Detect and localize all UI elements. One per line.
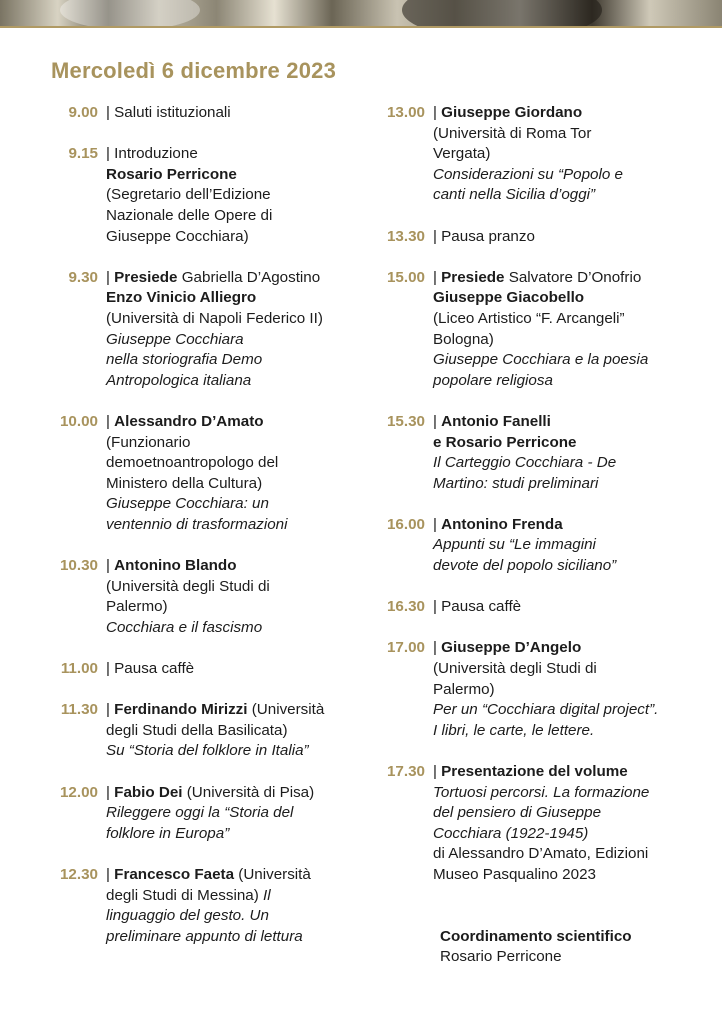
program-entry: 13.00 | Giuseppe Giordano (Università di Roma Tor Vergata) Considerazioni su “Popolo e canti nella Sicilia d’oggi” xyxy=(386,104,623,204)
speaker-affiliation: (Funzionario xyxy=(106,433,191,451)
talk-title: Antropologica italiana xyxy=(106,371,252,389)
entry-time: 15.00 xyxy=(386,268,425,286)
speaker-name: Giuseppe Giacobello xyxy=(433,289,585,307)
speaker-affiliation: degli Studi della Basilicata) xyxy=(106,721,288,739)
entry-time: 13.30 xyxy=(386,227,425,245)
chair-name: Salvatore D’Onofrio xyxy=(508,268,642,286)
entry-time: 17.30 xyxy=(386,763,425,780)
program-entry: 15.30 | Antonio Fanelli e Rosario Perricone Il Carteggio Cocchiara - De Martino: studi preliminari xyxy=(386,412,617,492)
talk-title: Martino: studi preliminari xyxy=(433,474,599,492)
speaker-name: Antonio Fanelli xyxy=(441,412,551,430)
talk-title: Cocchiara e il fascismo xyxy=(106,618,263,636)
talk-title: linguaggio del gesto. Un xyxy=(106,907,269,925)
program-entry: 12.00 | Fabio Dei (Università di Pisa) Rileggere oggi la “Storia del folklore in Europa” xyxy=(59,783,315,842)
speaker-affiliation: (Università di Roma Tor xyxy=(433,124,592,142)
speaker-name: Antonino Blando xyxy=(114,557,237,575)
speaker-name: Enzo Vinicio Alliegro xyxy=(106,289,257,307)
program-entry: 17.00 | Giuseppe D’Angelo (Università degli Studi di Palermo) Per un “Cocchiara digital project”. I libri, le carte, le lettere. xyxy=(386,639,659,739)
entry-time: 15.30 xyxy=(386,412,425,430)
entry-text: Saluti istituzionali xyxy=(114,104,231,121)
speaker-affiliation: (Segretario dell’Edizione xyxy=(106,186,271,204)
talk-title: nella storiografia Demo xyxy=(106,351,263,369)
speaker-affiliation: (Università di Pisa) xyxy=(182,783,315,801)
talk-title: Cocchiara (1922-1945) xyxy=(433,824,589,842)
talk-title: Il xyxy=(263,886,271,904)
entry-time: 16.30 xyxy=(386,598,425,616)
talk-title: popolare religiosa xyxy=(433,371,553,389)
program-entry: 9.15 | Introduzione Rosario Perricone (Segretario dell’Edizione Nazionale delle Opere di Giuseppe Cocchiara) xyxy=(68,145,273,245)
entry-text: Pausa caffè xyxy=(114,660,195,678)
talk-title: Appunti su “Le immagini xyxy=(433,536,596,554)
program-entry: 16.00 | Antonino Frenda Appunti su “Le immagini devote del popolo siciliano” xyxy=(386,515,617,575)
speaker-name: Alessandro D’Amato xyxy=(114,412,264,430)
program-right-column xyxy=(364,103,694,968)
entry-time: 11.00 xyxy=(60,660,98,678)
program-entry: 17.30 | Presentazione del volume Tortuosi percorsi. La formazione del pensiero di Giuseppe Cocchiara (1922-1945) di Alessandro D’Amato, Edizioni Museo Pasqualino 2023 xyxy=(386,763,650,883)
scientific-coordination xyxy=(440,927,694,968)
talk-title: folklore in Europa” xyxy=(106,824,230,842)
talk-title: Tortuosi percorsi. La formazione xyxy=(433,783,650,801)
header-divider xyxy=(0,26,722,32)
talk-title: preliminare appunto di lettura xyxy=(106,927,303,945)
speaker-affiliation: demoetnoantropologo del xyxy=(106,454,279,472)
talk-title: Per un “Cocchiara digital project”. xyxy=(433,701,659,719)
entry-text: Pausa pranzo xyxy=(441,227,535,245)
speaker-name: Giuseppe Giordano xyxy=(441,104,583,121)
page-title: Mercoledì 6 dicembre 2023 xyxy=(51,58,337,83)
talk-title: del pensiero di Giuseppe xyxy=(433,804,602,822)
talk-title: devote del popolo siciliano” xyxy=(433,557,617,575)
speaker-name: Francesco Faeta xyxy=(114,865,235,883)
speaker-affiliation: (Università degli Studi di xyxy=(433,660,597,678)
entry-time: 9.30 xyxy=(68,268,98,286)
chair-name: Gabriella D’Agostino xyxy=(181,268,321,286)
program-entry: 16.30 | Pausa caffè xyxy=(386,598,522,616)
talk-title: Rileggere oggi la “Storia del xyxy=(106,804,294,822)
speaker-affiliation: Vergata) xyxy=(433,145,491,163)
entry-time: 9.00 xyxy=(68,104,98,121)
entry-text: Pausa caffè xyxy=(441,598,522,616)
entry-time: 12.30 xyxy=(59,865,98,883)
speaker-affiliation: Giuseppe Cocchiara) xyxy=(106,227,249,245)
program-entry: 15.00 | Presiede Salvatore D’Onofrio Giuseppe Giacobello (Liceo Artistico “F. Arcangeli” Bologna) Giuseppe Cocchiara e la poesia popolare religiosa xyxy=(386,268,649,389)
talk-title: I libri, le carte, le lettere. xyxy=(433,721,595,739)
speaker-affiliation: (Università degli Studi di xyxy=(106,577,270,595)
entry-time: 10.30 xyxy=(59,557,98,575)
speaker-affiliation: degli Studi di Messina) xyxy=(106,886,264,904)
speaker-affiliation: (Università di Napoli Federico II) xyxy=(106,309,323,327)
entry-time: 10.00 xyxy=(59,412,98,430)
program-entry: 10.30 | Antonino Blando (Università degli Studi di Palermo) Cocchiara e il fascismo xyxy=(59,557,270,636)
program-left-column xyxy=(40,103,360,947)
speaker-affiliation: Nazionale delle Opere di xyxy=(106,206,273,224)
entry-time: 12.00 xyxy=(59,783,98,801)
program-entry: 13.30 | Pausa pranzo xyxy=(386,227,535,245)
coordination-title: Coordinamento scientifico xyxy=(440,927,632,945)
speaker-name: Giuseppe D’Angelo xyxy=(441,639,582,657)
program-entry: 9.00 | Saluti istituzionali xyxy=(68,104,231,121)
speaker-affiliation: Palermo) xyxy=(433,680,495,698)
talk-title: Giuseppe Cocchiara: un xyxy=(106,495,269,513)
talk-title: canti nella Sicilia d’oggi” xyxy=(433,186,596,204)
chair-role: Presiede xyxy=(114,268,178,286)
entry-text: Introduzione xyxy=(114,145,198,163)
program-entry: 10.00 | Alessandro D’Amato (Funzionario demoetnoantropologo del Ministero della Cultura) Giuseppe Cocchiara: un ventennio di trasformazioni xyxy=(59,412,288,533)
entry-time: 13.00 xyxy=(386,104,425,121)
entry-time: 9.15 xyxy=(68,145,98,163)
program-entry: 12.30 | Francesco Faeta (Università degli Studi di Messina) Il linguaggio del gesto. Un preliminare appunto di lettura xyxy=(59,865,311,945)
talk-title: ventennio di trasformazioni xyxy=(106,515,288,533)
coordination-name: Rosario Perricone xyxy=(440,948,562,966)
talk-title: Il Carteggio Cocchiara - De xyxy=(433,454,617,472)
speaker-name: Fabio Dei xyxy=(114,783,183,801)
entry-time: 17.00 xyxy=(386,639,425,657)
speaker-affiliation: Palermo) xyxy=(106,598,168,616)
book-publisher: Museo Pasqualino 2023 xyxy=(433,865,596,883)
speaker-affiliation: (Liceo Artistico “F. Arcangeli” xyxy=(433,309,625,327)
talk-title: Giuseppe Cocchiara e la poesia xyxy=(433,351,649,369)
speaker-name: e Rosario Perricone xyxy=(433,433,577,451)
speaker-name: Rosario Perricone xyxy=(106,165,237,183)
speaker-affiliation: Bologna) xyxy=(433,330,494,348)
entry-time: 11.30 xyxy=(60,701,98,719)
program-entry: 11.00 | Pausa caffè xyxy=(60,660,195,678)
talk-title: Su “Storia del folklore in Italia” xyxy=(106,742,309,760)
talk-title: Giuseppe Cocchiara xyxy=(106,330,244,348)
program-entry: 11.30 | Ferdinando Mirizzi (Università degli Studi della Basilicata) Su “Storia del folklore in Italia” xyxy=(60,701,325,760)
speaker-affiliation: (Università xyxy=(247,701,325,719)
chair-role: Presiede xyxy=(441,268,505,286)
program-entry: 9.30 | Presiede Gabriella D’Agostino Enzo Vinicio Alliegro (Università di Napoli Federico II) Giuseppe Cocchiara nella storiografia Demo Antropologica italiana xyxy=(68,268,323,389)
speaker-name: Antonino Frenda xyxy=(441,515,563,533)
speaker-name: Ferdinando Mirizzi xyxy=(114,701,248,719)
talk-title: Considerazioni su “Popolo e xyxy=(433,165,623,183)
speaker-name: Presentazione del volume xyxy=(441,763,628,780)
speaker-affiliation: Ministero della Cultura) xyxy=(106,474,263,492)
book-publisher: di Alessandro D’Amato, Edizioni xyxy=(433,845,649,863)
entry-time: 16.00 xyxy=(386,515,425,533)
speaker-affiliation: (Università xyxy=(234,865,311,883)
header-photo-strip xyxy=(0,0,722,26)
